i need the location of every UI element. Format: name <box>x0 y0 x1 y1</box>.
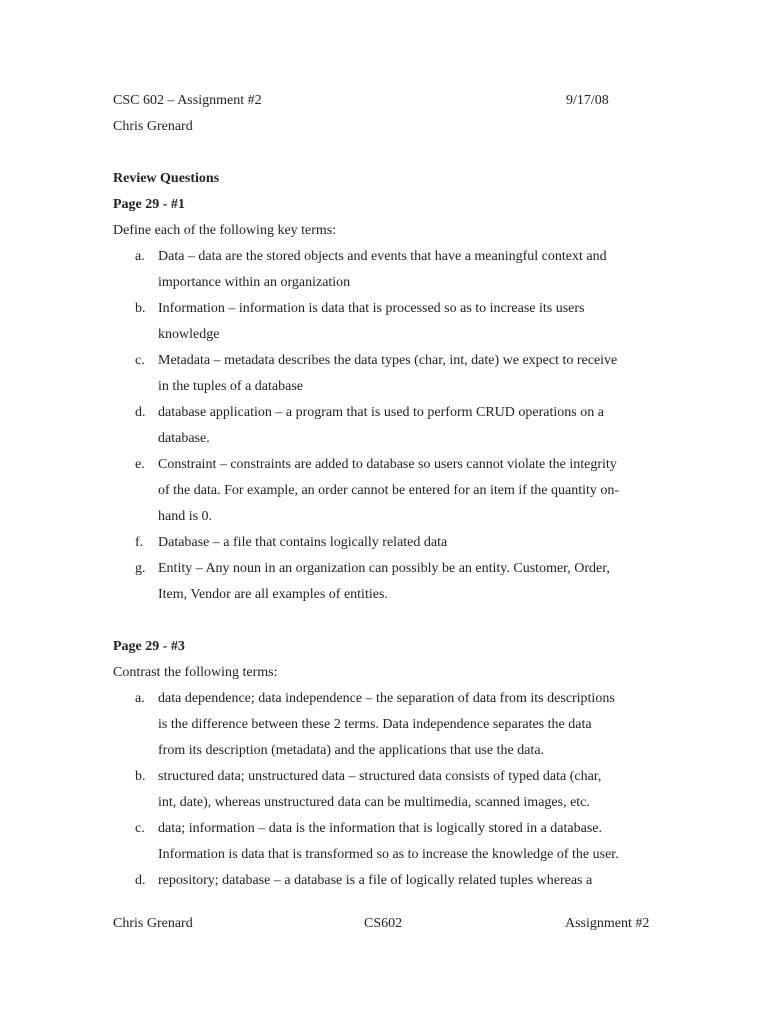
item-label: f. <box>135 535 144 550</box>
item-text: data; information – data is the information that is logically stored in a database. <box>158 821 602 836</box>
item-text: hand is 0. <box>158 509 213 524</box>
question-intro-1: Define each of the following key terms: <box>113 223 337 238</box>
item-label: d. <box>135 405 146 420</box>
item-text: importance within an organization <box>158 275 351 290</box>
item-label: c. <box>135 821 145 836</box>
item-text: structured data; unstructured data – structured data consists of typed data (char, <box>158 769 602 784</box>
item-text: database. <box>158 431 210 446</box>
item-text: of the data. For example, an order cannot be entered for an item if the quantity on- <box>158 483 620 498</box>
course-title: CSC 602 – Assignment #2 <box>113 93 262 108</box>
item-text: knowledge <box>158 327 220 342</box>
item-text: Information – information is data that is processed so as to increase its users <box>158 301 585 316</box>
item-text: repository; database – a database is a file of logically related tuples whereas a <box>158 873 593 888</box>
item-label: c. <box>135 353 145 368</box>
item-text: Data – data are the stored objects and events that have a meaningful context and <box>158 249 607 264</box>
question-heading-3: Page 29 - #3 <box>113 639 185 654</box>
item-text: int, date), whereas unstructured data can be multimedia, scanned images, etc. <box>158 795 590 810</box>
author-name: Chris Grenard <box>113 119 193 134</box>
question-intro-3: Contrast the following terms: <box>113 665 278 680</box>
footer-author: Chris Grenard <box>113 916 193 931</box>
item-text: Metadata – metadata describes the data types (char, int, date) we expect to receive <box>158 353 618 368</box>
item-label: e. <box>135 457 145 472</box>
item-text: Information is data that is transformed so as to increase the knowledge of the user. <box>158 847 619 862</box>
item-text: Database – a file that contains logically related data <box>158 535 448 550</box>
item-label: a. <box>135 249 145 264</box>
item-label: b. <box>135 301 146 316</box>
section-title: Review Questions <box>113 171 220 186</box>
item-text: database application – a program that is used to perform CRUD operations on a <box>158 405 604 420</box>
item-text: Item, Vendor are all examples of entities. <box>158 587 388 602</box>
footer-course: CS602 <box>364 916 403 931</box>
item-text: Constraint – constraints are added to database so users cannot violate the integrity <box>158 457 617 472</box>
item-label: d. <box>135 873 146 888</box>
item-label: g. <box>135 561 146 576</box>
footer-assignment: Assignment #2 <box>565 916 650 931</box>
question-heading-1: Page 29 - #1 <box>113 197 185 212</box>
item-text: in the tuples of a database <box>158 379 304 394</box>
item-text: data dependence; data independence – the separation of data from its descriptions <box>158 691 615 706</box>
document-date: 9/17/08 <box>566 93 609 108</box>
item-label: b. <box>135 769 146 784</box>
item-text: from its description (metadata) and the applications that use the data. <box>158 743 545 758</box>
item-label: a. <box>135 691 145 706</box>
item-text: Entity – Any noun in an organization can possibly be an entity. Customer, Order, <box>158 561 610 576</box>
item-text: is the difference between these 2 terms. Data independence separates the data <box>158 717 592 732</box>
